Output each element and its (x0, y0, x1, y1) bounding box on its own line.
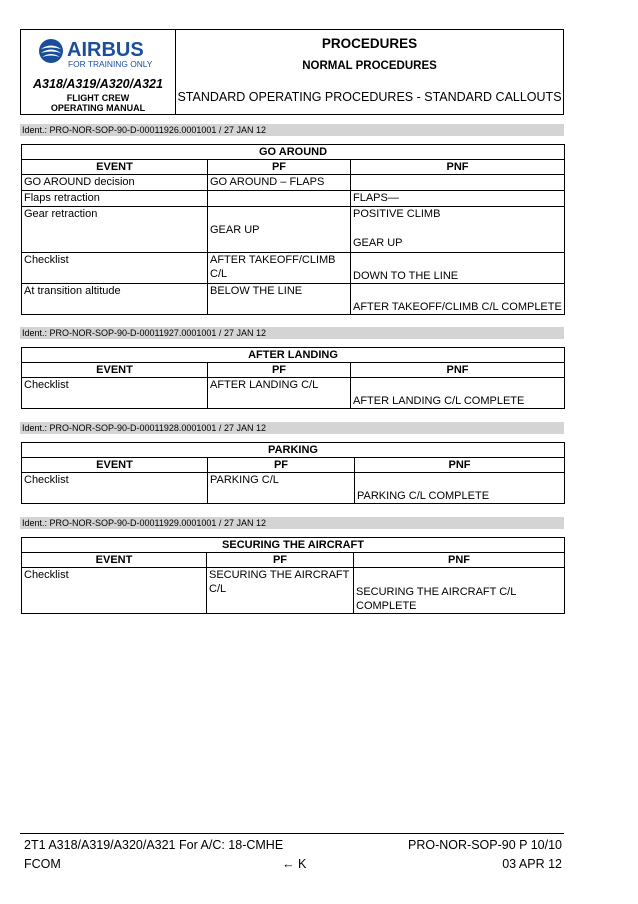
pnf-callout: GEAR UP (353, 237, 403, 249)
pnf-cell (351, 175, 565, 191)
ident-bar: Ident.: PRO-NOR-SOP-90-D-00011927.0001001 / 27 JAN 12 (20, 327, 564, 339)
table-row (22, 253, 565, 284)
table-title: SECURING THE AIRCRAFT (22, 538, 565, 553)
table-title: PARKING (22, 443, 565, 458)
column-header-event: EVENT (22, 553, 207, 568)
subsection-title: NORMAL PROCEDURES (302, 60, 437, 72)
table-title: GO AROUND (22, 145, 565, 160)
pnf-callout: POSITIVE CLIMB (353, 208, 441, 220)
column-header-pf: PF (208, 363, 351, 378)
footer-page-ref: PRO-NOR-SOP-90 P 10/10 (408, 838, 562, 852)
footer-manual-label: FCOM (24, 857, 61, 871)
column-header-pf: PF (207, 553, 354, 568)
manual-title-line2: OPERATING MANUAL (50, 103, 146, 113)
after-landing-table (21, 347, 565, 409)
pf-cell: AFTER TAKEOFF/CLIMB C/L (208, 253, 351, 284)
column-header-event: EVENT (22, 458, 208, 473)
pf-cell: BELOW THE LINE (208, 284, 351, 315)
pnf-cell: SECURING THE AIRCRAFT C/L COMPLETE (354, 568, 565, 614)
section-title: PROCEDURES (321, 36, 418, 51)
airbus-logo-icon (38, 36, 162, 70)
logo-tagline: FOR TRAINING ONLY (68, 59, 153, 69)
aircraft-models: A318/A319/A320/A321 (33, 77, 163, 91)
event-cell: GO AROUND decision (22, 175, 208, 191)
ident-bar: Ident.: PRO-NOR-SOP-90-D-00011929.0001001 / 27 JAN 12 (20, 517, 564, 529)
header-right-panel (176, 30, 563, 114)
event-cell: Flaps retraction (22, 191, 208, 207)
table-title: AFTER LANDING (22, 348, 565, 363)
table-row (22, 568, 565, 614)
column-header-pnf: PNF (351, 160, 565, 175)
footer-date: 03 APR 12 (502, 857, 562, 871)
pnf-cell: FLAPS— (351, 191, 565, 207)
column-header-pnf: PNF (354, 553, 565, 568)
table-row (22, 191, 565, 207)
pnf-cell: PARKING C/L COMPLETE (355, 473, 565, 504)
column-header-pf: PF (208, 458, 355, 473)
ident-bar: Ident.: PRO-NOR-SOP-90-D-00011928.0001001 / 27 JAN 12 (20, 422, 564, 434)
pf-cell: PARKING C/L (208, 473, 355, 504)
pf-cell: AFTER LANDING C/L (208, 378, 351, 409)
footer-revision-mark: ← K (282, 857, 307, 871)
footer-aircraft-info: 2T1 A318/A319/A320/A321 For A/C: 18-CMHE (24, 838, 284, 852)
event-cell: Checklist (22, 378, 208, 409)
column-header-event: EVENT (22, 160, 208, 175)
securing-aircraft-table (21, 537, 565, 614)
pnf-cell: AFTER LANDING C/L COMPLETE (351, 378, 565, 409)
column-header-pnf: PNF (355, 458, 565, 473)
pnf-cell: AFTER TAKEOFF/CLIMB C/L COMPLETE (351, 284, 565, 315)
pf-cell: SECURING THE AIRCRAFT C/L (207, 568, 354, 614)
ident-bar: Ident.: PRO-NOR-SOP-90-D-00011926.0001001 / 27 JAN 12 (20, 124, 564, 136)
column-header-pf: PF (208, 160, 351, 175)
event-cell: Gear retraction (22, 207, 208, 253)
table-row (22, 175, 565, 191)
column-header-event: EVENT (22, 363, 208, 378)
table-row (22, 473, 565, 504)
pf-cell: GO AROUND – FLAPS (208, 175, 351, 191)
page-header (20, 29, 564, 115)
table-row (22, 207, 565, 253)
column-header-pnf: PNF (351, 363, 565, 378)
pnf-cell: DOWN TO THE LINE (351, 253, 565, 284)
event-cell: Checklist (22, 473, 208, 504)
topic-title: STANDARD OPERATING PROCEDURES - STANDARD CALLOUTS (177, 90, 562, 104)
pnf-cell (351, 207, 565, 253)
event-cell: Checklist (22, 253, 208, 284)
go-around-table (21, 144, 565, 315)
table-row (22, 284, 565, 315)
table-row (22, 378, 565, 409)
footer-divider (20, 833, 564, 834)
parking-table (21, 442, 565, 504)
pf-cell: GEAR UP (208, 207, 351, 253)
event-cell: Checklist (22, 568, 207, 614)
header-left-panel (21, 30, 176, 114)
logo-wordmark: AIRBUS (67, 39, 144, 61)
pf-cell (208, 191, 351, 207)
event-cell: At transition altitude (22, 284, 208, 315)
manual-title-line1: FLIGHT CREW (66, 93, 130, 103)
